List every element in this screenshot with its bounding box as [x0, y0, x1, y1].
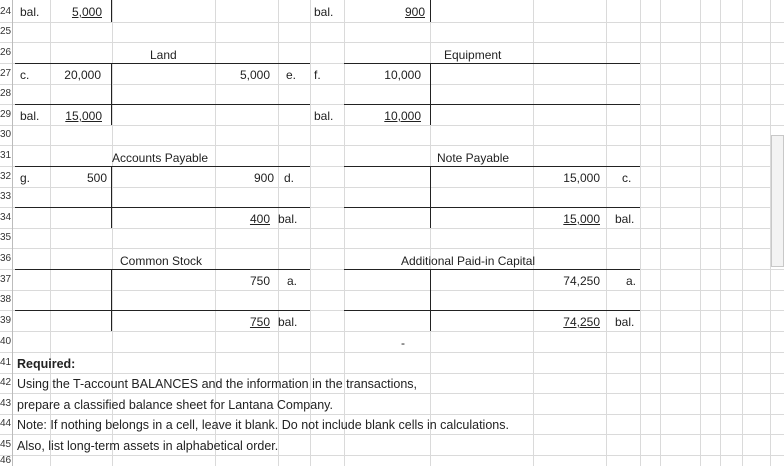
grid-line	[0, 290, 784, 291]
row-number[interactable]: 24	[0, 6, 12, 17]
row-number[interactable]: 43	[0, 398, 12, 409]
account-title-common-stock[interactable]: Common Stock	[120, 254, 203, 268]
grid-line	[344, 0, 345, 466]
cell-label[interactable]: d.	[284, 171, 295, 185]
cell-label[interactable]: g.	[20, 171, 31, 185]
cell-label[interactable]: bal.	[20, 5, 40, 19]
grid-line	[533, 0, 534, 466]
grid-line	[0, 145, 784, 146]
grid-line	[0, 373, 784, 374]
required-heading[interactable]: Required:	[17, 357, 76, 371]
cell-value[interactable]: 5,000	[71, 5, 102, 19]
cell-value[interactable]: 74,250	[563, 315, 600, 329]
t-account-total-apic	[344, 310, 640, 311]
instruction-line[interactable]: Note: If nothing belongs in a cell, leave it blank. Do not include blank cells in calculations.	[17, 418, 509, 432]
cell-label[interactable]: f.	[314, 68, 321, 82]
t-account-divider-equipment	[430, 63, 431, 125]
grid-line	[0, 434, 784, 435]
row-number[interactable]: 45	[0, 439, 12, 450]
t-account-total-ap	[15, 207, 310, 208]
cell-value[interactable]: 5,000	[239, 68, 270, 82]
t-account-top-land	[15, 63, 310, 64]
cell-value[interactable]: 400	[249, 212, 270, 226]
row-number[interactable]: 28	[0, 88, 12, 99]
row-number[interactable]: 39	[0, 315, 12, 326]
cell-label[interactable]: e.	[286, 68, 297, 82]
t-account-top-ap	[15, 166, 310, 167]
row-number[interactable]: 44	[0, 418, 12, 429]
t-account-total-equipment	[344, 104, 640, 105]
grid-line	[0, 393, 784, 394]
cell-value[interactable]: 500	[86, 171, 107, 185]
grid-line	[0, 455, 784, 456]
row-number[interactable]: 34	[0, 212, 12, 223]
t-account-divider-apic	[430, 269, 431, 331]
grid-line	[0, 42, 784, 43]
t-account-divider-ap	[111, 166, 112, 228]
grid-line	[0, 22, 784, 23]
cell-label[interactable]: bal.	[20, 109, 40, 123]
cell-label[interactable]: bal.	[615, 315, 635, 329]
grid-line	[606, 0, 607, 466]
grid-line	[640, 0, 641, 466]
account-title-note-payable[interactable]: Note Payable	[437, 151, 510, 165]
row-number[interactable]: 31	[0, 150, 12, 161]
instruction-line[interactable]: Also, list long-term assets in alphabetical order.	[17, 439, 279, 453]
row-number[interactable]: 40	[0, 336, 12, 347]
row-number[interactable]: 37	[0, 274, 12, 285]
t-account-total-np	[344, 207, 640, 208]
vertical-scrollbar[interactable]	[771, 135, 784, 267]
account-title-equipment[interactable]: Equipment	[444, 48, 502, 62]
row-number[interactable]: 26	[0, 47, 12, 58]
row-number[interactable]: 36	[0, 253, 12, 264]
cell-label[interactable]: a.	[287, 274, 298, 288]
cell-value[interactable]: 20,000	[64, 68, 101, 82]
t-account-top-np	[344, 166, 640, 167]
grid-line	[0, 125, 784, 126]
grid-line	[0, 248, 784, 249]
cell-label[interactable]: bal.	[278, 212, 298, 226]
cell-label[interactable]: bal.	[615, 212, 635, 226]
cell-value[interactable]: -	[401, 336, 405, 350]
row-number[interactable]: 38	[0, 294, 12, 305]
cell-value[interactable]: 74,250	[563, 274, 600, 288]
t-account-top-equipment	[344, 63, 640, 64]
cell-value[interactable]: 10,000	[384, 109, 421, 123]
row-number[interactable]: 42	[0, 377, 12, 388]
cell-value[interactable]: 15,000	[563, 171, 600, 185]
t-account-divider	[430, 0, 431, 22]
cell-value[interactable]: 15,000	[65, 109, 102, 123]
row-number[interactable]: 27	[0, 68, 12, 79]
grid-line	[0, 352, 784, 353]
cell-value[interactable]: 15,000	[563, 212, 600, 226]
account-title-land[interactable]: Land	[150, 48, 177, 62]
grid-line	[700, 0, 701, 466]
account-title-accounts-payable[interactable]: Accounts Payable	[112, 151, 209, 165]
t-account-divider-np	[430, 166, 431, 228]
row-header-border	[12, 0, 13, 466]
grid-line	[0, 84, 784, 85]
t-account-total-cs	[15, 310, 310, 311]
account-title-apic[interactable]: Additional Paid-in Capital	[401, 254, 536, 268]
row-number[interactable]: 30	[0, 129, 12, 140]
cell-value[interactable]: 10,000	[384, 68, 421, 82]
cell-label[interactable]: bal.	[278, 315, 298, 329]
t-account-top-apic	[344, 269, 640, 270]
grid-line	[0, 228, 784, 229]
t-account-divider-cs	[111, 269, 112, 331]
cell-label[interactable]: c.	[20, 68, 30, 82]
t-account-divider	[111, 0, 112, 22]
instruction-line[interactable]: prepare a classified balance sheet for Lantana Company.	[17, 398, 333, 412]
cell-label[interactable]: c.	[622, 171, 632, 185]
grid-line	[0, 414, 784, 415]
t-account-top-cs	[15, 269, 310, 270]
t-account-total-land	[15, 104, 310, 105]
grid-line	[0, 331, 784, 332]
grid-line	[0, 187, 784, 188]
row-number[interactable]: 35	[0, 232, 12, 243]
row-number[interactable]: 25	[0, 26, 12, 37]
row-number[interactable]: 46	[0, 455, 12, 466]
cell-value[interactable]: 900	[404, 5, 425, 19]
row-number[interactable]: 41	[0, 357, 12, 368]
grid-line	[742, 0, 743, 466]
cell-label[interactable]: a.	[626, 274, 637, 288]
cell-label[interactable]: bal.	[314, 109, 334, 123]
cell-value[interactable]: 750	[249, 274, 270, 288]
t-account-divider-land	[111, 63, 112, 125]
instruction-line[interactable]: Using the T-account BALANCES and the information in the transactions,	[17, 377, 417, 391]
grid-line	[720, 0, 721, 466]
row-number[interactable]: 33	[0, 191, 12, 202]
cell-value[interactable]: 750	[249, 315, 270, 329]
cell-label[interactable]: bal.	[314, 5, 334, 19]
cell-value[interactable]: 900	[253, 171, 274, 185]
row-number[interactable]: 32	[0, 171, 12, 182]
grid-line	[660, 0, 661, 466]
row-number[interactable]: 29	[0, 109, 12, 120]
